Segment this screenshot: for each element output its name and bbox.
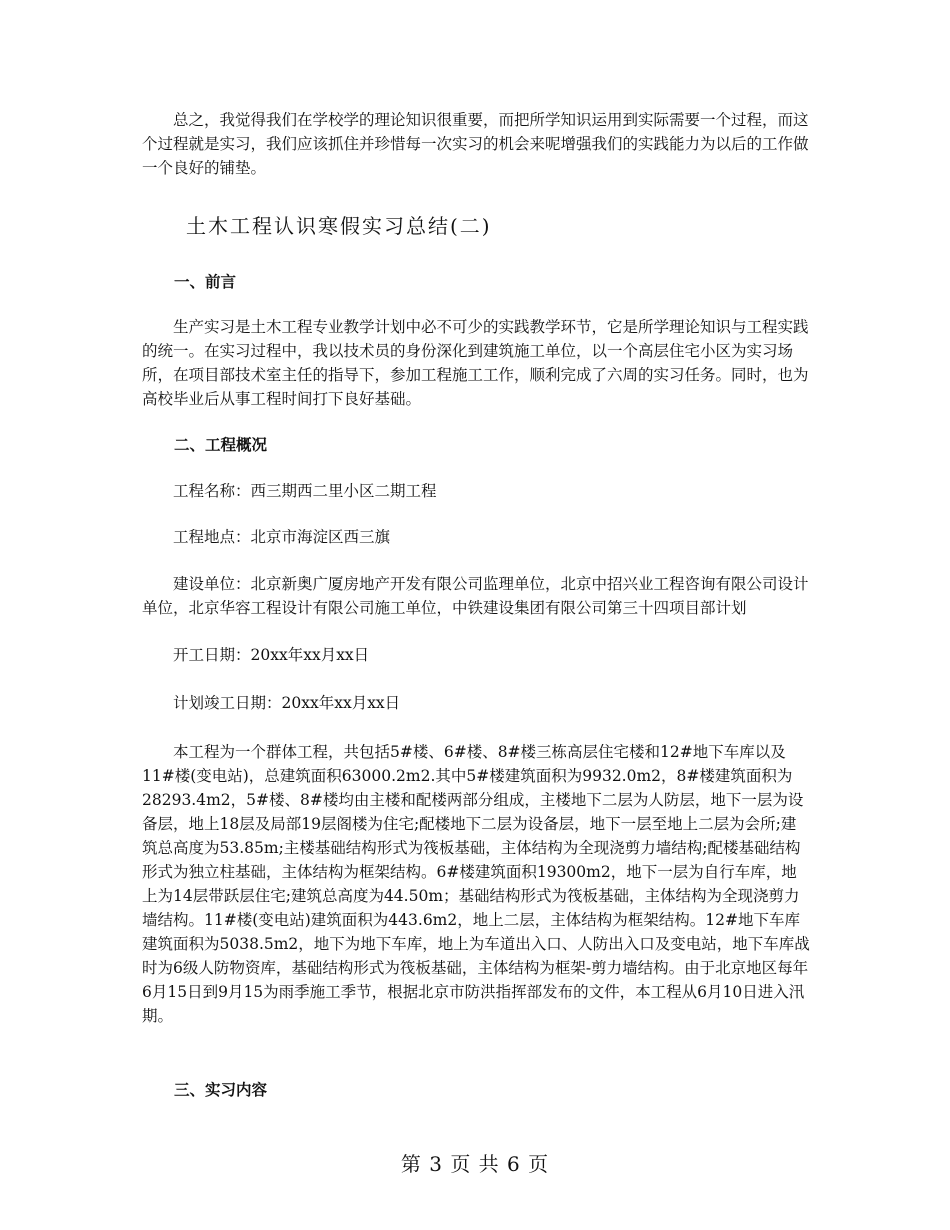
project-location-line: 工程地点：北京市海淀区西三旗 <box>173 528 391 546</box>
heading-internship-content: 三、实习内容 <box>174 1080 268 1099</box>
conclusion-paragraph: 总之，我觉得我们在学校学的理论知识很重要，而把所学知识运用到实际需要一个过程，而这个过程就是实习，我们应该抓住并珍惜每一次实习的机会来呢增强我们的实践能力为以后的工作做一个良好的铺垫。 <box>142 111 809 177</box>
units-paragraph: 建设单位：北京新奥广厦房地产开发有限公司监理单位，北京中招兴业工程咨询有限公司设计单位，北京华容工程设计有限公司施工单位，中铁建设集团有限公司第三十四项目部计划 <box>142 575 809 617</box>
page-number-footer: 第 3 页 共 6 页 <box>400 1152 550 1176</box>
overview-paragraph: 本工程为一个群体工程，共包括5#楼、6#楼、8#楼三栋高层住宅楼和12#地下车库以及11#楼(变电站)，总建筑面积63000.2m2.其中5#楼建筑面积为9932.0m2，8#楼建筑面积为28293.4m2，5#楼、8#楼均由主楼和配楼两部分组成，主楼地下二层为人防层，地下一层为设备层，地上18层及局部19层阁楼为住宅;配楼地下二层为设备层，地下一层至地上二层为会所;建筑总高度为53.85m;主楼基础结构形式为筏板基础，主体结构为全现浇剪力墙结构;配楼基础结构形式为独立柱基础，主体结构为框架结构。6#楼建筑面积19300m2，地下一层为自行车库，地上为14层带跃层住宅;建筑总高度为44.50m；基础结构形式为筏板基础，主体结构为全现浇剪力墙结构。11#楼(变电站)建筑面积为443.6m2，地上二层，主体结构为框架结构。12#地下车库建筑面积为5038.5m2，地下为地下车库，地上为车道出入口、人防出入口及变电站，地下车库战时为6级人防物资库，基础结构形式为筏板基础，主体结构为框架-剪力墙结构。由于北京地区每年6月15日到9月15为雨季施工季节，根据北京市防洪指挥部发布的文件，本工程从6月10日进入汛期。 <box>142 743 810 1025</box>
project-name-line: 工程名称：西三期西二里小区二期工程 <box>173 482 437 500</box>
preface-paragraph: 生产实习是土木工程专业教学计划中必不可少的实践教学环节，它是所学理论知识与工程实践的统一。在实习过程中，我以技术员的身份深化到建筑施工单位，以一个高层住宅小区为实习场所，在项目部技术室主任的指导下，参加工程施工工作，顺利完成了六周的实习任务。同时，也为高校毕业后从事工程时间打下良好基础。 <box>142 318 809 408</box>
end-date-line: 计划竣工日期：20xx年xx月xx日 <box>173 694 401 712</box>
heading-project-overview: 二、工程概况 <box>174 435 268 454</box>
start-date-line: 开工日期：20xx年xx月xx日 <box>173 646 370 664</box>
heading-preface: 一、前言 <box>174 272 237 291</box>
section-title: 土木工程认识寒假实习总结(二) <box>186 214 492 238</box>
